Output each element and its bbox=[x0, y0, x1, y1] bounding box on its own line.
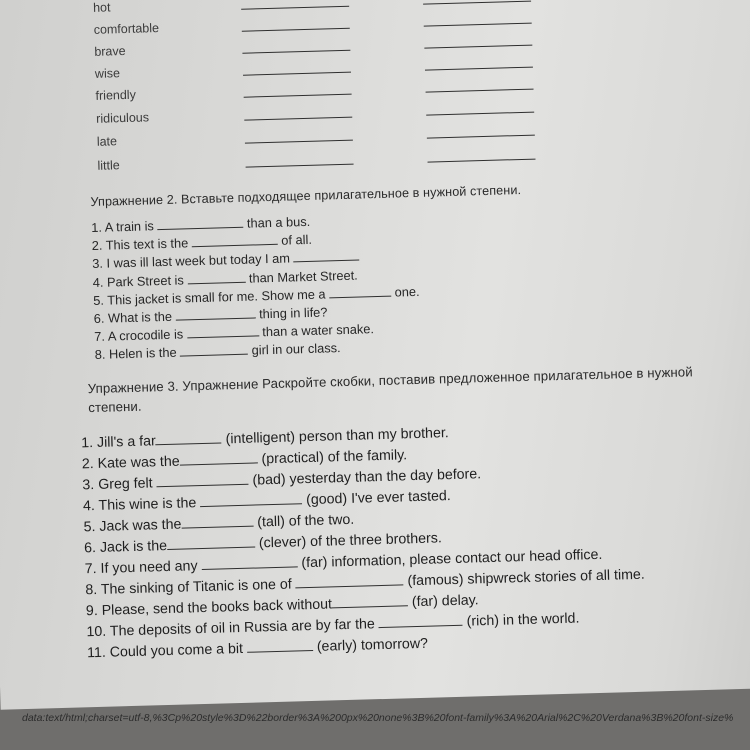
exercise-3-item: 6. Jack is the (clever) of the three brothers. bbox=[83, 530, 443, 557]
answer-blank[interactable] bbox=[332, 593, 408, 608]
adjective-word: wise bbox=[94, 66, 121, 81]
answer-blank[interactable] bbox=[247, 638, 313, 653]
answer-blank[interactable] bbox=[155, 430, 221, 445]
exercise-3-item: 8. The sinking of Titanic is one of (famous) shipwreck stories of all time. bbox=[85, 566, 645, 599]
exercise-3-item: 3. Greg felt (bad) yesterday than the day before. bbox=[82, 466, 482, 494]
answer-blank[interactable] bbox=[157, 215, 243, 230]
exercise-3-item: 10. The deposits of oil in Russia are by far the (rich) in the world. bbox=[86, 610, 580, 641]
exercise-3-item: 9. Please, send the books back without (far) delay. bbox=[85, 592, 479, 620]
exercise-2-item: 4. Park Street is than Market Street. bbox=[92, 267, 358, 290]
answer-line bbox=[243, 72, 351, 76]
exercise-3-item: 1. Jill's a far (intelligent) person than my brother. bbox=[81, 425, 449, 452]
answer-line bbox=[242, 50, 350, 54]
adjective-word: late bbox=[96, 134, 118, 149]
adjective-word: little bbox=[97, 158, 120, 173]
adjective-word: friendly bbox=[95, 87, 137, 103]
exercise-3-item: 11. Could you come a bit (early) tomorrow? bbox=[86, 635, 429, 662]
adjective-word: comfortable bbox=[93, 21, 160, 37]
exercise-3-item: 7. If you need any (far) information, please contact our head office. bbox=[84, 546, 603, 578]
answer-line bbox=[424, 45, 532, 49]
exercise-2-heading: Упражнение 2. Вставьте подходящее прилагательное в нужной степени. bbox=[90, 182, 522, 210]
exercise-2-item: 6. What is the thing in life? bbox=[93, 304, 328, 326]
answer-line bbox=[427, 135, 535, 139]
answer-blank[interactable] bbox=[175, 305, 255, 320]
answer-blank[interactable] bbox=[295, 572, 403, 588]
exercise-2-list bbox=[91, 210, 421, 365]
exercise-2-item: 3. I was ill last week but today I am bbox=[92, 246, 419, 273]
exercise-3-heading: Упражнение 3. Упражнение Раскройте скобки, поставив предложенное прилагательное в нужной степени. bbox=[87, 364, 693, 416]
adjective-word: ridiculous bbox=[96, 110, 150, 126]
answer-blank[interactable] bbox=[293, 248, 359, 263]
answer-blank[interactable] bbox=[187, 323, 259, 338]
answer-line bbox=[428, 159, 536, 163]
answer-line bbox=[241, 6, 349, 10]
answer-line bbox=[425, 67, 533, 71]
adjective-word: brave bbox=[94, 43, 126, 59]
adjective-word: hot bbox=[92, 0, 111, 15]
exercise-3-item: 2. Kate was the (practical) of the family. bbox=[81, 447, 408, 473]
answer-line bbox=[426, 112, 534, 116]
answer-line bbox=[423, 1, 531, 5]
answer-blank[interactable] bbox=[180, 342, 248, 357]
exercise-2-item: 8. Helen is the girl in our class. bbox=[94, 340, 341, 363]
page-footer-url: data:text/html;charset=utf-8,%3Cp%20style%3D%22border%3A%200px%20none%3B%20font-family%3A%20Arial%2C%20Verdana%3B%20font-size% bbox=[22, 712, 734, 724]
answer-blank[interactable] bbox=[181, 514, 253, 529]
exercise-3-item: 4. This wine is the (good) I've ever tasted. bbox=[82, 488, 451, 515]
exercise-2-item: 2. This text is the of all. bbox=[91, 232, 313, 254]
answer-blank[interactable] bbox=[192, 232, 278, 247]
answer-blank[interactable] bbox=[179, 450, 257, 465]
answer-line bbox=[245, 140, 353, 144]
answer-blank[interactable] bbox=[200, 491, 302, 507]
answer-blank[interactable] bbox=[167, 535, 255, 550]
answer-blank[interactable] bbox=[329, 283, 391, 298]
answer-line bbox=[242, 28, 350, 32]
answer-blank[interactable] bbox=[187, 269, 245, 284]
answer-line bbox=[244, 94, 352, 98]
exercise-3-item: 5. Jack was the (tall) of the two. bbox=[83, 511, 355, 536]
answer-line bbox=[426, 89, 534, 93]
answer-blank[interactable] bbox=[156, 472, 248, 488]
exercise-2-item: 5. This jacket is small for me. Show me a one. bbox=[93, 283, 420, 308]
answer-line bbox=[244, 117, 352, 121]
answer-blank[interactable] bbox=[201, 554, 297, 570]
answer-line bbox=[424, 23, 532, 27]
exercise-3-list bbox=[81, 418, 647, 665]
exercise-2-item: 7. A crocodile is than a water snake. bbox=[94, 321, 375, 345]
exercise-2-item: 1. A train is than a bus. bbox=[91, 213, 311, 235]
answer-blank[interactable] bbox=[379, 613, 463, 628]
answer-line bbox=[246, 164, 354, 168]
